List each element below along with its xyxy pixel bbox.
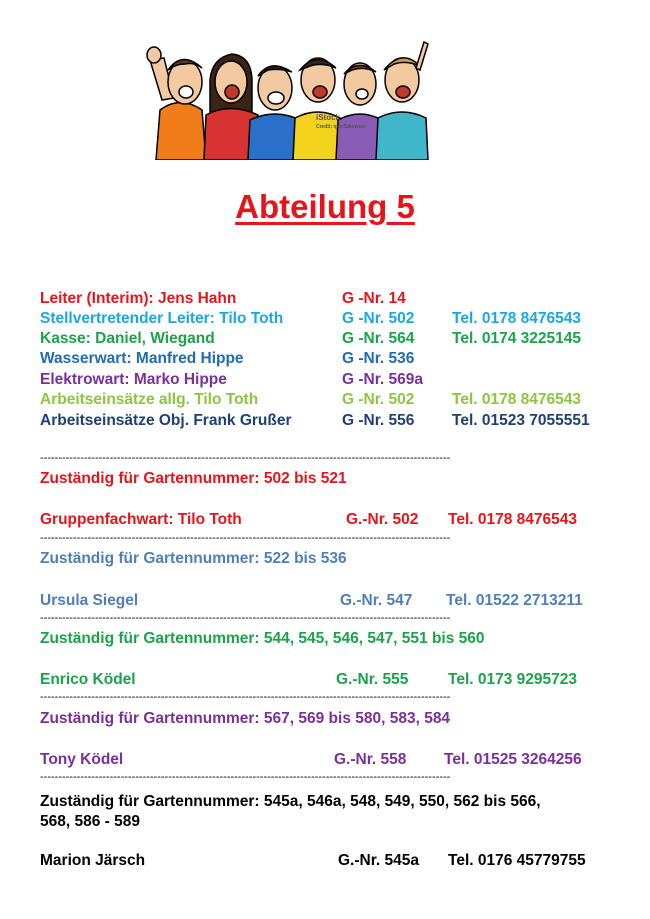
- section-5-zustaendig-cont: 568, 586 - 589: [40, 813, 140, 830]
- separator-4: ----------------------------------------------------------------------------------------------------------------: [40, 691, 451, 703]
- board-arbeit-obj-label: Arbeitseinsätze Obj. Frank Grußer: [40, 412, 292, 429]
- section-4-zustaendig: Zuständig für Gartennummer: 567, 569 bis 580, 583, 584: [40, 710, 451, 727]
- board-kasse-tel: Tel. 0174 3225145: [452, 330, 581, 347]
- section-5-name: Marion Järsch: [40, 852, 146, 869]
- board-wasserwart-label: Wasserwart: Manfred Hippe: [40, 350, 244, 367]
- section-1-nr: G.-Nr. 502: [346, 511, 419, 528]
- board-arbeit-allg-label: Arbeitseinsätze allg. Tilo Toth: [40, 391, 259, 408]
- section-3-name: Enrico Ködel: [40, 671, 136, 688]
- section-3-nr: G.-Nr. 555: [336, 671, 409, 688]
- cheering-people-illustration: [140, 40, 430, 160]
- person-4-figure: [293, 58, 342, 160]
- section-5-nr: G.-Nr. 545a: [338, 852, 419, 869]
- section-3-zustaendig: Zuständig für Gartennummer: 544, 545, 546, 547, 551 bis 560: [40, 630, 485, 647]
- separator-2: ----------------------------------------------------------------------------------------------------------------: [40, 532, 451, 544]
- section-5-zustaendig: Zuständig für Gartennummer: 545a, 546a, 548, 549, 550, 562 bis 566,: [40, 793, 541, 810]
- person-1-figure: [147, 47, 206, 160]
- board-arbeit-allg-tel: Tel. 0178 8476543: [452, 391, 581, 408]
- section-2-tel: Tel. 01522 2713211: [446, 592, 583, 609]
- section-5-tel: Tel. 0176 45779755: [448, 852, 586, 869]
- section-2-name: Ursula Siegel: [40, 592, 139, 609]
- watermark-line1: iStock: [316, 113, 341, 122]
- section-1-tel: Tel. 0178 8476543: [448, 511, 577, 528]
- board-elektrowart-nr: G -Nr. 569a: [342, 371, 423, 388]
- board-arbeit-obj-tel: Tel. 01523 7055551: [452, 412, 590, 429]
- section-4-name: Tony Ködel: [40, 751, 124, 768]
- separator-1: ----------------------------------------------------------------------------------------------------------------: [40, 452, 451, 464]
- page-title: Abteilung 5: [235, 188, 415, 225]
- section-2-nr: G.-Nr. 547: [340, 592, 413, 609]
- board-kasse-nr: G -Nr. 564: [342, 330, 415, 347]
- board-leiter-nr: G -Nr. 14: [342, 290, 406, 307]
- board-arbeit-allg-nr: G -Nr. 502: [342, 391, 415, 408]
- separator-5: ----------------------------------------------------------------------------------------------------------------: [40, 771, 451, 783]
- board-stellv-nr: G -Nr. 502: [342, 310, 415, 327]
- section-3-tel: Tel. 0173 9295723: [448, 671, 577, 688]
- watermark-line2: Credit: igorZakowski: [316, 124, 366, 130]
- person-6-figure: [376, 42, 428, 160]
- board-leiter-label: Leiter (Interim): Jens Hahn: [40, 290, 237, 307]
- section-1-zustaendig: Zuständig für Gartennummer: 502 bis 521: [40, 470, 347, 487]
- section-1-name: Gruppenfachwart: Tilo Toth: [40, 511, 242, 528]
- board-stellv-tel: Tel. 0178 8476543: [452, 310, 581, 327]
- board-arbeit-obj-nr: G -Nr. 556: [342, 412, 415, 429]
- board-kasse-label: Kasse: Daniel, Wiegand: [40, 330, 215, 347]
- section-4-nr: G.-Nr. 558: [334, 751, 407, 768]
- board-stellv-label: Stellvertretender Leiter: Tilo Toth: [40, 310, 284, 327]
- board-wasserwart-nr: G -Nr. 536: [342, 350, 415, 367]
- board-elektrowart-label: Elektrowart: Marko Hippe: [40, 371, 227, 388]
- section-4-tel: Tel. 01525 3264256: [444, 751, 582, 768]
- section-2-zustaendig: Zuständig für Gartennummer: 522 bis 536: [40, 550, 347, 567]
- separator-3: ----------------------------------------------------------------------------------------------------------------: [40, 612, 451, 624]
